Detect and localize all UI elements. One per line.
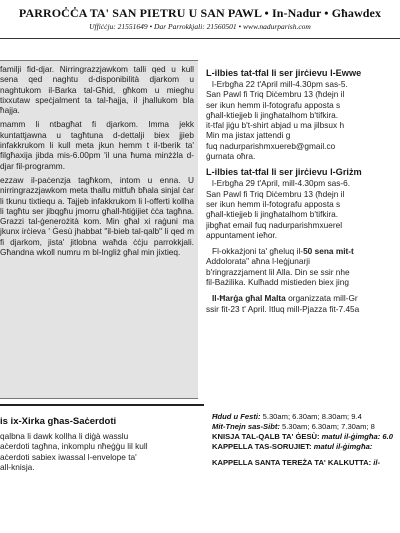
first-communion-notice: L-ilbies tat-tfal li ser jirċievu l-Ewwe l-Erbgħa 22 t'April mill-4.30pm sas-5. San Pawl fi Triq Diċembru 13 (ħdejn il ser ikun hemm il-fotografu apposta s għall-ktiejjeb li jingħatalhom b'tifkira. it-tfal jiġu b't-shirt abjad u ma jilbsux h Min ma jistax jattendi g fuq nadurparishmxuereb@gmail.co ġurnata oħra.: [206, 68, 400, 161]
parish-header: [0, 6, 400, 31]
schedule-row: KAPPELLA SANTA TEREŻA TA' KALKUTTA: il-: [212, 458, 381, 467]
mass-schedule: [212, 412, 400, 468]
blessing-paragraph-3: ezzaw il-paċenzja tagħkom, intom u enna. U nirringrazzjawkom meta thallu mitfuħ bħala sinjal ċar li tkunu tixtiequ a. Tajjeb infakkrukom li l-offerti kollha li tagħtu ser jibqgħu jmorru għall-ħtiġijiet ċċa tagħna. Grazzi tal-ġenerożità kom. Min għal xi raġuni ma jkunx irċieva ' Ġesù jhabbat "il-bieb tal-qalb" li qed m fi djarkom, jista' jitlobna waħda ċċju parrokkjali. Għandna wkoll numru m bl-Ingliż għal min jixtieq.: [0, 174, 195, 258]
blessing-paragraph-1: familji fid-djar. Nirringrazzjawkom talli qed u kull sena qed naghtu d-disponibilità djarkom u naghtukom il-Barka tal-Għid, għkom u mieghu tixxutaw speċjalment ta tal-ħajja, il jhallukom bla ħajja.: [0, 64, 194, 116]
header-divider: [0, 38, 400, 39]
parish-title: PARROĊĊA TA' SAN PIETRU U SAN PAWL • In-Nadur • Għawdex: [18, 6, 382, 20]
confirmation-heading: L-ilbies tat-tfal li ser jirċievu l-Griżm: [206, 167, 362, 178]
easter-blessing-box: [0, 60, 198, 399]
schedule-row: Ħdud u Festi: 5.30am; 6.30am; 8.30am; 9.4: [212, 412, 362, 421]
schedule-row: Mit-Tnejn sas-Sibt: 5.30am; 6.30am; 7.30am; 8: [212, 422, 375, 431]
first-communion-email: fuq nadurparishmxuereb@gmail.co: [206, 140, 336, 151]
legion-anniversary-notice: Fl-okkażjoni ta' għeluq il-50 sena mit-t Addolorata" aħna l-leġjunarji b'ringrazzjament lil Alla. Din se ssir nhe fil-Bażilika. Kulħadd mistieden biex jing: [206, 246, 354, 288]
confirmation-notice: L-ilbies tat-tfal li ser jirċievu l-Griżm l-Erbgħa 29 t'April, mill-4.30pm sas-6. San Pawl fi Triq Diċembru 13 (ħdejn il ser ikun hemm il-fotografu apposta s għall-ktiejjeb li jingħatalhom b'tifkira. jibgħat email fuq nadurparishmxuerel appuntament ieħor.: [206, 167, 400, 240]
schedule-row: KNISJA TAL-QALB TA' ĠESÙ: matul il-ġimgħa: 6.0: [212, 432, 393, 441]
blessing-paragraph-2: mamm li ntbagħat fi djarkom. Imma jekk kuntattjawna u tagħtuna d-dettalji biex jjieb infakkrukom li kull meta jkun hemm t il-tberik ta' filgħaxija jibda mis-6.00pm 'il una ħuma minżżla d-djar fil-programm.: [0, 119, 194, 171]
priests-fellowship-section: is ix-Xirka għas-Saċerdoti qalbna li dawk kollha li diġà wasslu aċerdoti tagħna, inkomplu nħeġġu lil kull aċerdoti sabiex iwassal l-envelope ta' all-knisja.: [0, 404, 204, 533]
priests-fellowship-heading: is ix-Xirka għas-Saċerdoti: [0, 416, 117, 427]
announcements-column: [206, 68, 400, 398]
malta-trip-notice: Il-Ħarġa għal Malta organizzata mill-Gr ssir fit-23 t' April. Itluq mill-Pjazza fit-7.45a: [206, 293, 360, 314]
parish-contact-line: Uffiċċju: 21551649 • Dar Parrokkjali: 21560501 • www.nadurparish.com: [89, 22, 311, 31]
first-communion-heading: L-ilbies tat-tfal li ser jirċievu l-Ewwe: [206, 68, 362, 78]
schedule-row: KAPPELLA TAS-SORUJIET: matul il-ġimgħa:: [212, 442, 373, 451]
